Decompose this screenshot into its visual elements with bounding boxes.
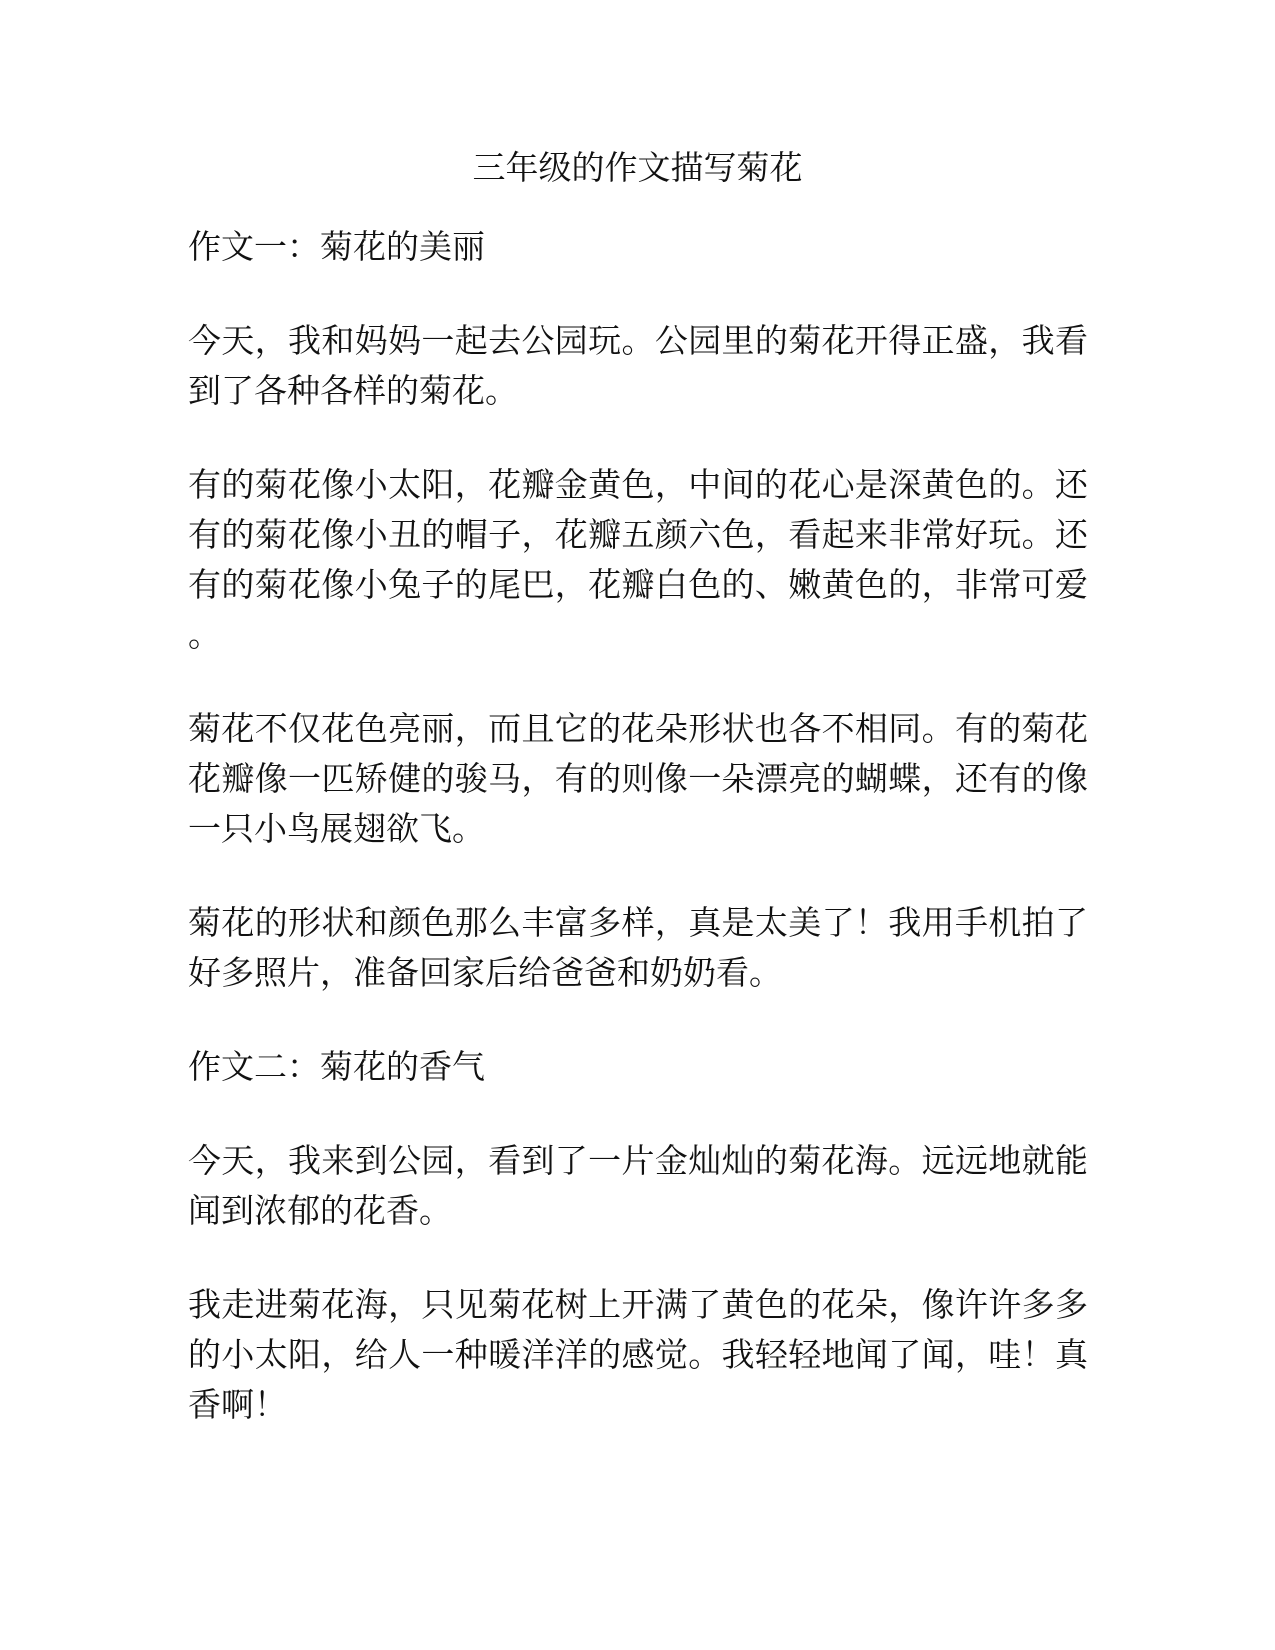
text-line: 我走进菊花海，只见菊花树上开满了黄色的花朵，像许许多多 xyxy=(188,1285,1088,1324)
paragraph xyxy=(188,1136,1088,1236)
text-line: 有的菊花像小丑的帽子，花瓣五颜六色，看起来非常好玩。还 xyxy=(188,515,1088,554)
text-line: 菊花的形状和颜色那么丰富多样，真是太美了！我用手机拍了 xyxy=(188,903,1088,942)
essay-1 xyxy=(188,222,1088,1042)
paragraph xyxy=(188,460,1088,660)
text-line: 菊花不仅花色亮丽，而且它的花朵形状也各不相同。有的菊花 xyxy=(188,709,1088,748)
text-line: 到了各种各样的菊花。 xyxy=(188,371,518,410)
text-line: 一只小鸟展翅欲飞。 xyxy=(188,809,485,848)
paragraph xyxy=(188,704,1088,854)
text-line: 今天，我和妈妈一起去公园玩。公园里的菊花开得正盛，我看 xyxy=(188,321,1088,360)
text-line: 有的菊花像小兔子的尾巴，花瓣白色的、嫩黄色的，非常可爱 xyxy=(188,565,1088,604)
document-title: 三年级的作文描写菊花 xyxy=(472,148,803,187)
text-line: 今天，我来到公园，看到了一片金灿灿的菊花海。远远地就能 xyxy=(188,1141,1088,1180)
text-line: 有的菊花像小太阳，花瓣金黄色，中间的花心是深黄色的。还 xyxy=(188,465,1088,504)
text-line: 好多照片，准备回家后给爸爸和奶奶看。 xyxy=(188,953,782,992)
text-line: 香啊！ xyxy=(188,1385,287,1424)
essay-heading: 作文二：菊花的香气 xyxy=(188,1047,485,1086)
essay-2 xyxy=(188,1042,1088,1430)
essay-heading: 作文一：菊花的美丽 xyxy=(188,227,485,266)
text-line: 的小太阳，给人一种暖洋洋的感觉。我轻轻地闻了闻，哇！真 xyxy=(188,1335,1088,1374)
text-line: 。 xyxy=(188,615,221,654)
paragraph xyxy=(188,316,1088,416)
text-line: 闻到浓郁的花香。 xyxy=(188,1191,452,1230)
text-line: 花瓣像一匹矫健的骏马，有的则像一朵漂亮的蝴蝶，还有的像 xyxy=(188,759,1088,798)
paragraph xyxy=(188,1280,1088,1430)
paragraph xyxy=(188,898,1088,998)
document-body xyxy=(188,222,1088,1430)
